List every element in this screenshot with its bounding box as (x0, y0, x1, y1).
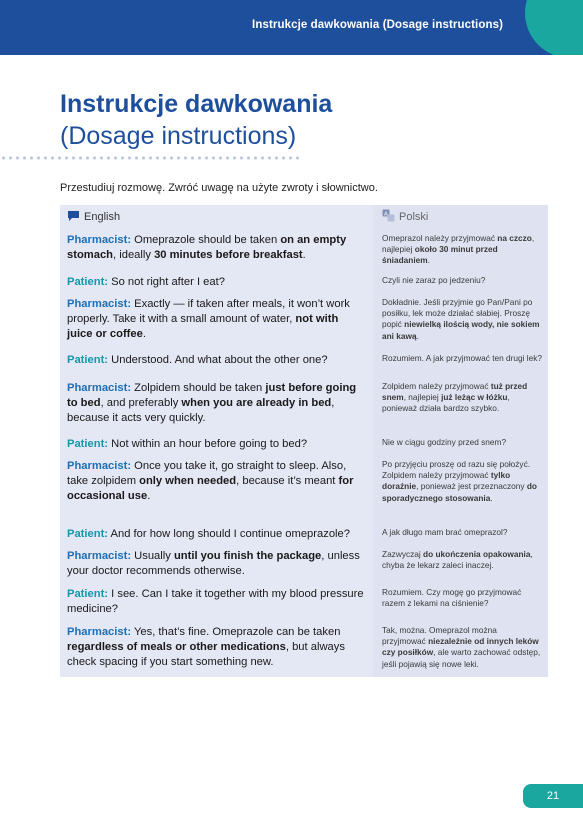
table-row (60, 433, 548, 455)
text-span: . (147, 490, 151, 502)
text-span: Omeprazol należy przyjmować (382, 233, 498, 243)
table-row (60, 523, 548, 545)
text-span: , because it’s meant (236, 475, 339, 487)
text-span: . (302, 249, 306, 261)
text-span: , ideally (113, 249, 155, 261)
bold-phrase: już leżąc w łóżku (441, 392, 508, 403)
text-span: Zolpidem należy przyjmować (382, 381, 491, 391)
bold-phrase: do ukończenia opakowania (423, 549, 531, 559)
bold-phrase: na czczo (497, 233, 532, 243)
bold-phrase: just before going to bed (67, 382, 357, 409)
english-cell (60, 523, 373, 545)
text-span: , najlepiej (403, 392, 442, 403)
speaker-label: Pharmacist: (67, 626, 132, 638)
english-cell (60, 621, 373, 677)
text-span: , because it acts very quickly. (67, 397, 335, 424)
speaker-label: Pharmacist: (67, 298, 132, 310)
bold-phrase: only when needed (139, 475, 237, 487)
table-header (60, 205, 548, 229)
polish-cell (373, 523, 548, 545)
table-row (60, 293, 548, 349)
speaker-label: Pharmacist: (67, 382, 132, 394)
text-span: , najlepiej (382, 233, 535, 255)
english-cell (60, 349, 373, 377)
header-title: Instrukcje dawkowania (Dosage instructions) (252, 19, 503, 31)
text-span: . (142, 328, 146, 340)
english-cell (60, 545, 373, 583)
bold-phrase: tuż przed snem (382, 381, 528, 403)
intro-text: Przestudiuj rozmowę. Zwróć uwagę na użyte zwroty i słownictwo. (60, 182, 378, 194)
polish-cell (373, 349, 548, 377)
english-cell (60, 229, 373, 271)
header-polish-label: Polski (399, 211, 429, 223)
dotted-divider (0, 155, 300, 161)
text-span: , ponieważ jest przeznaczony (416, 481, 527, 492)
text-span: Tak, można. Omeprazol można przyjmować (382, 625, 497, 647)
polish-cell (373, 621, 548, 677)
table-row (60, 621, 548, 677)
text-span: , chyba że lekarz zaleci inaczej. (382, 549, 533, 571)
bold-phrase: niezależnie od innych leków czy posiłków (382, 636, 539, 658)
page-title-line2: (Dosage instructions) (60, 122, 297, 150)
text-span: , ale warto zachować odstęp, jeśli pojawią się nowe leki. (382, 647, 541, 669)
bold-phrase: około 30 minut przed śniadaniem (382, 244, 498, 266)
text-span: I see. Can I take it together with my blood pressure medicine? (67, 588, 364, 615)
bold-phrase: tylko doraźnie (382, 470, 511, 492)
english-cell (60, 433, 373, 455)
bold-phrase: regardless of meals or other medications (67, 641, 286, 653)
bold-phrase: for occasional use (67, 475, 354, 502)
polish-cell (373, 229, 548, 271)
speaker-label: Patient: (67, 276, 109, 288)
english-cell (60, 583, 373, 621)
english-cell (60, 293, 373, 349)
text-span: Po przyjęciu proszę od razu się położyć. Zolpidem należy przyjmować (382, 459, 531, 481)
top-banner (0, 0, 583, 55)
speaker-label: Pharmacist: (67, 234, 132, 246)
text-span: Dokładnie. Jeśli przyjmie go Pan/Pani po posiłku, lek może działać słabiej. Proszę popić (382, 297, 533, 330)
text-span: , unless your doctor recommends otherwise. (67, 550, 360, 577)
page-title-line1: Instrukcje dawkowania (60, 90, 333, 118)
table-row (60, 229, 548, 271)
polish-cell (373, 293, 548, 349)
text-span: , ponieważ działa bardzo szybko. (382, 392, 510, 414)
table-row (60, 271, 548, 293)
text-span: . (427, 255, 430, 266)
dialogue-table (60, 205, 548, 677)
speaker-label: Patient: (67, 354, 109, 366)
text-span: Once you take it, go straight to sleep. Also, take zolpidem (67, 460, 347, 487)
text-span: Understood. And what about the other one? (108, 354, 328, 366)
speaker-label: Pharmacist: (67, 460, 132, 472)
header-polish (373, 205, 548, 229)
text-span: So not right after I eat? (108, 276, 225, 288)
polish-cell (373, 271, 548, 293)
text-span: , but always check spacing if you start something new. (67, 641, 345, 668)
table-row (60, 349, 548, 377)
bold-phrase: not with juice or coffee (67, 313, 339, 340)
polish-cell (373, 583, 548, 621)
text-span: Yes, that’s fine. Omeprazole can be taken (131, 626, 341, 638)
english-cell (60, 377, 373, 433)
speech-bubble-icon (67, 210, 80, 225)
text-span: Czyli nie zaraz po jedzeniu? (382, 275, 486, 285)
speaker-label: Patient: (67, 588, 109, 600)
translate-icon (382, 209, 395, 225)
text-span: Exactly — if taken after meals, it won’t work properly. Take it with a small amount of water, (67, 298, 350, 325)
bold-phrase: on an empty stomach (67, 234, 347, 261)
table-body (60, 229, 548, 677)
english-cell (60, 271, 373, 293)
text-span: A jak długo mam brać omeprazol? (382, 527, 508, 537)
table-row (60, 545, 548, 583)
text-span: Usually (131, 550, 174, 562)
text-span: Zazwyczaj (382, 549, 424, 559)
header-english (60, 205, 373, 229)
text-span: Rozumiem. A jak przyjmować ten drugi lek? (382, 353, 543, 363)
page-number: 21 (523, 784, 583, 808)
text-span: Omeprazole should be taken (131, 234, 281, 246)
text-span: , and preferably (100, 397, 182, 409)
polish-cell (373, 455, 548, 523)
polish-cell (373, 433, 548, 455)
bold-phrase: 30 minutes before breakfast (154, 249, 303, 261)
table-row (60, 583, 548, 621)
text-span: Not within an hour before going to bed? (108, 438, 308, 450)
text-span: . (490, 492, 493, 503)
speaker-label: Patient: (67, 528, 109, 540)
text-span: And for how long should I continue omeprazole? (108, 528, 350, 540)
text-span: Nie w ciągu godziny przed snem? (382, 437, 507, 447)
speaker-label: Pharmacist: (67, 550, 132, 562)
header-english-label: English (84, 211, 121, 223)
text-span: Zolpidem should be taken (131, 382, 266, 394)
polish-cell (373, 377, 548, 433)
svg-text:A: A (384, 211, 388, 218)
bold-phrase: do sporadycznego stosowania (382, 481, 537, 503)
table-row (60, 455, 548, 523)
bold-phrase: niewielką ilością wody, nie sokiem ani kawą (382, 319, 540, 341)
page-title (60, 88, 540, 152)
text-span: Rozumiem. Czy mogę go przyjmować razem z lekami na ciśnienie? (382, 587, 522, 609)
text-span: . (416, 330, 419, 341)
english-cell (60, 455, 373, 523)
decorative-circle (525, 0, 583, 55)
polish-cell (373, 545, 548, 583)
bold-phrase: when you are already in bed (181, 397, 332, 409)
speaker-label: Patient: (67, 438, 109, 450)
table-row (60, 377, 548, 433)
bold-phrase: until you finish the package (173, 550, 322, 562)
